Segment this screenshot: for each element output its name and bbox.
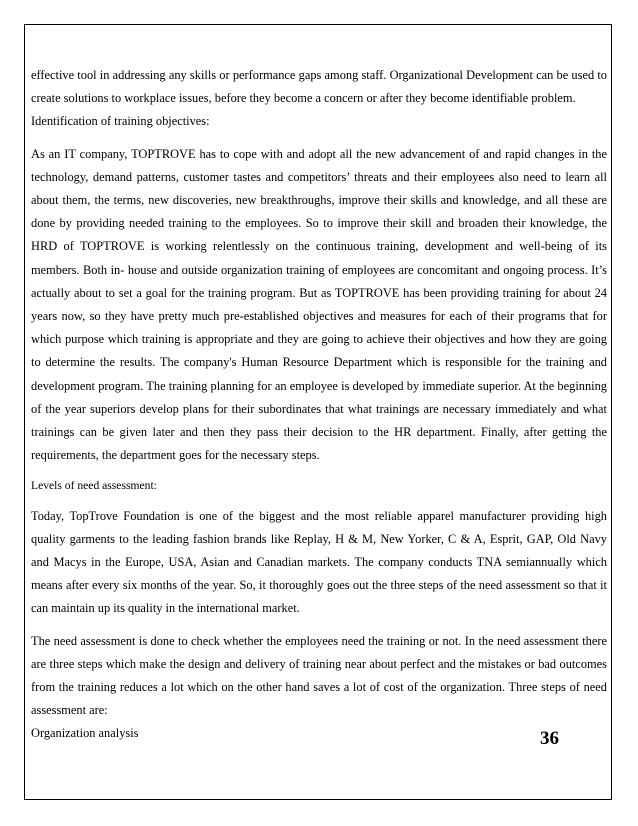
- text-line: about them, the terms, new discoveries, new breakthroughs, improve their skills and knowledge, and all these are: [31, 193, 607, 208]
- text-line: and Macys in the Europe, USA, Asian and Canadian markets. The company conducts TNA semiannually which: [31, 555, 607, 570]
- text-line: are three steps which make the design and delivery of training near about perfect and the mistakes or bad outcomes: [31, 656, 607, 671]
- text-line: As an IT company, TOPTROVE has to cope with and adopt all the new advancement of and rapid changes in the: [31, 146, 607, 161]
- text-line: assessment are:: [31, 703, 108, 718]
- text-line: create solutions to workplace issues, before they become a concern or after they become identifiable problem.: [31, 91, 576, 106]
- text-line: HRD of TOPTROVE is working relentlessly on the continuous training, development and well-being of its: [31, 239, 607, 254]
- text-line: trainings can be given later and then they pass their decision to the HR department. Finally, after getting the: [31, 425, 607, 440]
- text-line: development program. The training planning for an employee is developed by immediate superior. At the beginning: [31, 378, 607, 393]
- section-heading-need-assessment: Levels of need assessment:: [31, 479, 157, 493]
- text-line: actually about to set a goal for the training program. But as TOPTROVE has been providing training for about 24: [31, 285, 607, 300]
- document-body: [31, 64, 607, 746]
- text-line: to determine the results. The company's Human Resource Department which is responsible for the training and: [31, 355, 607, 370]
- text-line: which purpose which training is appropriate and they are going to achieve their objectives and how they are going: [31, 332, 607, 347]
- text-line: of the year superiors develop plans for their subordinates that what trainings are necessary immediately and what: [31, 401, 607, 416]
- section-heading-training-objectives: Identification of training objectives:: [31, 114, 210, 129]
- paragraph-need-assessment-steps: [31, 630, 607, 746]
- page-number: 36: [540, 728, 559, 749]
- text-line: means after every six months of the year. So, it thoroughly goes out the three steps of the need assessment so that it: [31, 578, 607, 593]
- text-line: requirements, the department goes for the necessary steps.: [31, 448, 320, 463]
- text-line: from the training reduces a lot which on the other hand saves a lot of cost of the organization. Three steps of need: [31, 680, 607, 695]
- text-line: Today, TopTrove Foundation is one of the biggest and the most reliable apparel manufacturer providing high: [31, 508, 607, 523]
- text-line: quality garments to the leading fashion brands like Replay, H & M, New Yorker, C & A, Esprit, GAP, Old Navy: [31, 531, 607, 546]
- text-line: can maintain up its quality in the international market.: [31, 601, 300, 616]
- text-line: done by providing needed training to the employees. So to improve their skill and broaden their knowledge, the: [31, 216, 607, 231]
- text-line: years now, so they have pretty much pre-established objectives and measures for each of their programs that for: [31, 309, 607, 324]
- paragraph-toptrove-foundation: [31, 505, 607, 621]
- list-item-organization-analysis: Organization analysis: [31, 726, 139, 741]
- intro-text: [31, 64, 607, 134]
- text-line: The need assessment is done to check whether the employees need the training or not. In the need assessment there: [31, 633, 607, 648]
- text-line: members. Both in- house and outside organization training of employees are concomitant and ongoing process. It’s: [31, 262, 607, 277]
- text-line: technology, demand patterns, customer tastes and competitors’ threats and their employees also need to learn all: [31, 169, 607, 184]
- text-line: effective tool in addressing any skills or performance gaps among staff. Organizational Development can be used to: [31, 68, 607, 82]
- paragraph-toptrove-training: [31, 143, 607, 468]
